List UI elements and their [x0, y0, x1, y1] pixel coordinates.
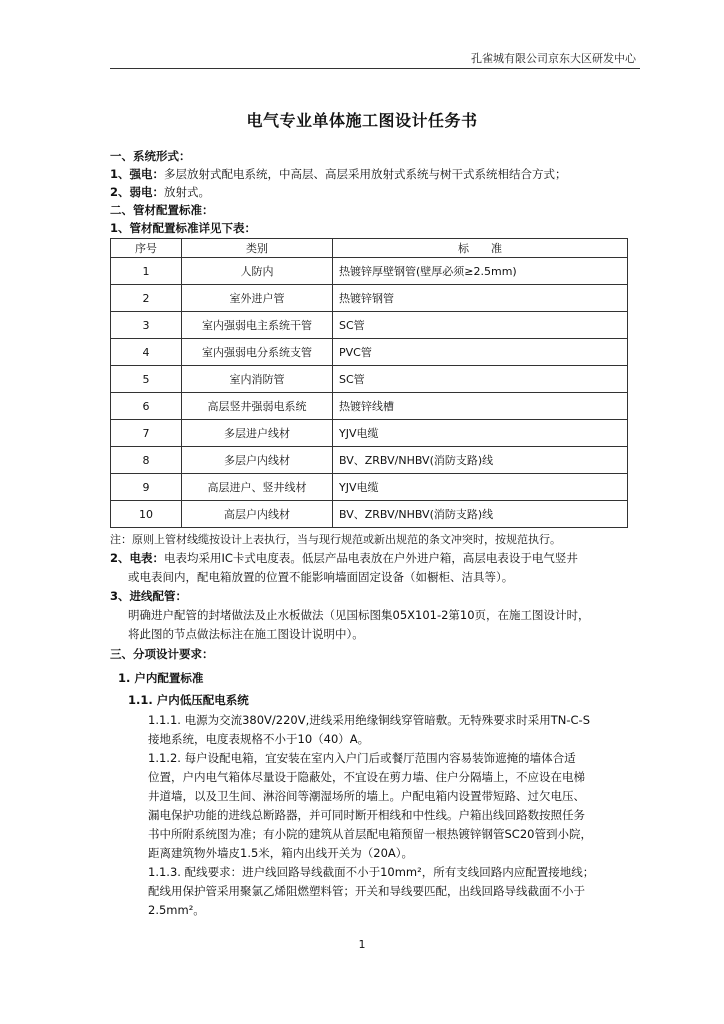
para-1-1-2-line6: 距离建筑物外墙皮1.5米，箱内出线开关为（20A）。 — [148, 846, 414, 860]
materials-table — [110, 238, 628, 528]
table-note: 注：原则上管材线缆按设计上表执行，当与现行规范或新出规范的条文冲突时，按规范执行。 — [110, 533, 561, 546]
sec2-item3-line2: 将此图的节点做法标注在施工图设计说明中）。 — [128, 627, 364, 641]
col-header-category: 类别 — [182, 239, 333, 258]
cell-index: 4 — [111, 339, 182, 366]
cell-category: 人防内 — [182, 258, 333, 285]
sec2-item3-line1: 明确进户配管的封堵做法及止水板做法（见国标图集05X101-2第10页，在施工图设计时， — [128, 608, 590, 622]
section-1-heading: 一、系统形式： — [110, 149, 191, 163]
col-header-standard: 标 准 — [333, 239, 628, 258]
cell-category: 室内强弱电分系统支管 — [182, 339, 333, 366]
table-row — [111, 339, 628, 366]
cell-standard: YJV电缆 — [333, 420, 628, 447]
para-1-1-2-line1: 1.1.2. 每户设配电箱，宜安装在室内入户门后或餐厅范围内容易装饰遮掩的墙体合适 — [148, 751, 576, 765]
cell-category: 室外进户管 — [182, 285, 333, 312]
cell-index: 6 — [111, 393, 182, 420]
page-header: 孔雀城有限公司京东大区研发中心 — [471, 52, 636, 65]
sec2-item2-text1: 电表均采用IC卡式电度表。低层产品电表放在户外进户箱，高层电表设于电气竖井 — [164, 551, 578, 565]
sec2-item3-label: 3、进线配管： — [110, 589, 188, 603]
cell-index: 1 — [111, 258, 182, 285]
para-1-1-2-line2: 位置，户内电气箱体尽量设于隐蔽处，不宜设在剪力墙、住户分隔墙上，不应设在电梯 — [148, 770, 585, 784]
cell-standard: BV、ZRBV/NHBV(消防支路)线 — [333, 447, 628, 474]
cell-index: 10 — [111, 501, 182, 528]
para-1-1-1-line2: 接地系统，电度表规格不小于10（40）A。 — [148, 732, 370, 746]
cell-index: 7 — [111, 420, 182, 447]
section-3-sub1: 1. 户内配置标准 — [118, 671, 204, 685]
table-row — [111, 366, 628, 393]
table-row — [111, 420, 628, 447]
table-row — [111, 474, 628, 501]
cell-category: 室内强弱电主系统干管 — [182, 312, 333, 339]
cell-standard: 热镀锌线槽 — [333, 393, 628, 420]
cell-standard: SC管 — [333, 366, 628, 393]
table-row — [111, 258, 628, 285]
para-1-1-2-line4: 漏电保护功能的进线总断路器，并可同时断开相线和中性线。户箱出线回路数按照任务 — [148, 808, 585, 822]
sec2-item2-line1 — [110, 550, 578, 566]
sec1-item2 — [110, 184, 210, 200]
sec1-item1 — [110, 166, 567, 182]
section-3-sub11: 1.1. 户内低压配电系统 — [128, 693, 249, 707]
cell-category: 室内消防管 — [182, 366, 333, 393]
para-1-1-3-line2: 配线用保护管采用聚氯乙烯阻燃塑料管；开关和导线要匹配，出线回路导线截面不小于 — [148, 884, 585, 898]
cell-index: 3 — [111, 312, 182, 339]
sec1-item1-label: 1、强电： — [110, 167, 165, 181]
col-header-index: 序号 — [111, 239, 182, 258]
sec2-item2-line2: 或电表间内，配电箱放置的位置不能影响墙面固定设备（如橱柜、洁具等）。 — [128, 570, 514, 584]
para-1-1-3-line3: 2.5mm²。 — [148, 903, 205, 917]
document-title: 电气专业单体施工图设计任务书 — [246, 111, 478, 130]
cell-category: 高层竖井强弱电系统 — [182, 393, 333, 420]
cell-index: 2 — [111, 285, 182, 312]
cell-standard: SC管 — [333, 312, 628, 339]
cell-standard: PVC管 — [333, 339, 628, 366]
sec2-item2-label: 2、电表： — [110, 551, 165, 565]
table-row — [111, 393, 628, 420]
cell-index: 5 — [111, 366, 182, 393]
page-number: 1 — [358, 938, 366, 951]
table-row — [111, 312, 628, 339]
section-2-sub1: 1、管材配置标准详见下表： — [110, 221, 257, 235]
para-1-1-3-line1: 1.1.3. 配线要求：进户线回路导线截面不小于10mm²，所有支线回路内应配置接地线； — [148, 865, 595, 879]
table-row — [111, 285, 628, 312]
section-2-heading: 二、管材配置标准： — [110, 203, 214, 217]
sec1-item1-text: 多层放射式配电系统，中高层、高层采用放射式系统与树干式系统相结合方式； — [164, 167, 567, 181]
table-header-row — [111, 239, 628, 258]
cell-category: 多层进户线材 — [182, 420, 333, 447]
cell-index: 8 — [111, 447, 182, 474]
cell-standard: YJV电缆 — [333, 474, 628, 501]
para-1-1-2-line3: 井道墙，以及卫生间、淋浴间等潮湿场所的墙上。户配电箱内设置带短路、过欠电压、 — [148, 789, 585, 803]
cell-category: 高层户内线材 — [182, 501, 333, 528]
section-3-heading: 三、分项设计要求： — [110, 647, 214, 661]
cell-standard: 热镀锌厚壁钢管(壁厚必须≥2.5mm) — [333, 258, 628, 285]
cell-category: 高层进户、竖井线材 — [182, 474, 333, 501]
table-row — [111, 501, 628, 528]
cell-standard: BV、ZRBV/NHBV(消防支路)线 — [333, 501, 628, 528]
para-1-1-1-line1: 1.1.1. 电源为交流380V/220V,进线采用绝缘铜线穿管暗敷。无特殊要求时采用TN-C-S — [148, 713, 590, 727]
cell-category: 多层户内线材 — [182, 447, 333, 474]
cell-standard: 热镀锌钢管 — [333, 285, 628, 312]
header-rule — [110, 68, 640, 69]
sec1-item2-label: 2、弱电： — [110, 185, 165, 199]
para-1-1-2-line5: 书中所附系统图为准；有小院的建筑从首层配电箱预留一根热镀锌钢管SC20管到小院， — [148, 827, 592, 841]
sec1-item2-text: 放射式。 — [164, 185, 211, 199]
table-row — [111, 447, 628, 474]
cell-index: 9 — [111, 474, 182, 501]
